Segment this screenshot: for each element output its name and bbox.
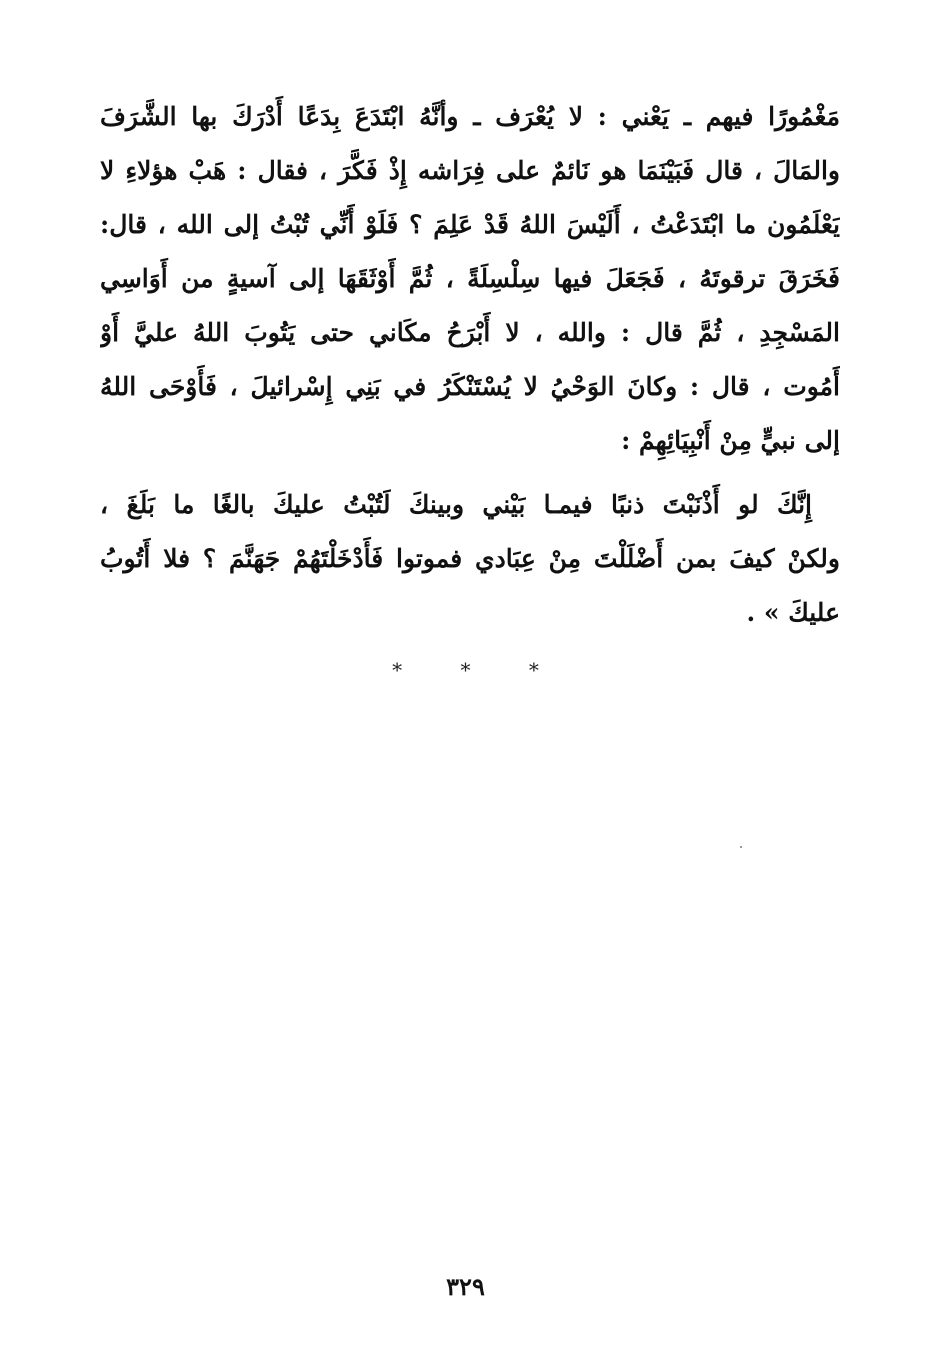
text-line: مَغْمُورًا فيهم ـ يَعْني : لا يُعْرَف ـ وأنَّهُ ابْتَدَعَ بِدَعًا أَدْرَكَ بها الشَّرَفَ — [100, 102, 840, 131]
text-line: فَخَرَقَ ترقوتَهُ ، فَجَعَلَ فيها سِلْسِلَةً ، ثُمَّ أَوْثَقَهَا إلى آسيةٍ من أَوَاسِي — [100, 264, 840, 293]
text-line: عليكَ » . — [746, 598, 840, 627]
text-line: أَمُوت ، قال : وكانَ الوَحْيُ لا يُسْتَنْكَرُ في بَنِي إِسْرائيلَ ، فَأَوْحَى اللهُ — [100, 372, 840, 401]
scan-speck — [740, 846, 742, 848]
paragraph-narrative — [100, 90, 840, 468]
text-line: ولكنْ كيفَ بمن أَضْلَلْتَ مِنْ عِبَادي فموتوا فَأَدْخَلْتَهُمْ جَهَنَّمَ ؟ فلا أَتُوبُ — [100, 544, 840, 573]
text-line: يَعْلَمُون ما ابْتَدَعْتُ ، أَلَيْسَ اللهُ قَدْ عَلِمَ ؟ فَلَوْ أَنِّي تُبْتُ إلى الله ، قال: — [100, 210, 840, 239]
text-line: إِنَّكَ لو أَذْنَبْتَ ذنبًا فيمـا بَيْني وبينكَ لَتُبْتُ عليكَ بالغًا ما بَلَغَ ، — [100, 490, 812, 519]
section-separator: * * * — [392, 658, 565, 682]
page-number: ٣٢٩ — [446, 1272, 485, 1301]
paragraph-quote — [100, 478, 840, 640]
text-line: المَسْجِدِ ، ثُمَّ قال : والله ، لا أَبْرَحُ مكَاني حتى يَتُوبَ اللهُ عليَّ أَوْ — [100, 318, 840, 347]
text-line: إلى نبيٍّ مِنْ أَنْبِيَائِهِمْ : — [621, 426, 840, 455]
text-line: والمَالَ ، قال فَبَيْنَمَا هو نَائمٌ على فِرَاشه إِذْ فَكَّرَ ، فقال : هَبْ هؤلاءِ لا — [100, 156, 840, 185]
